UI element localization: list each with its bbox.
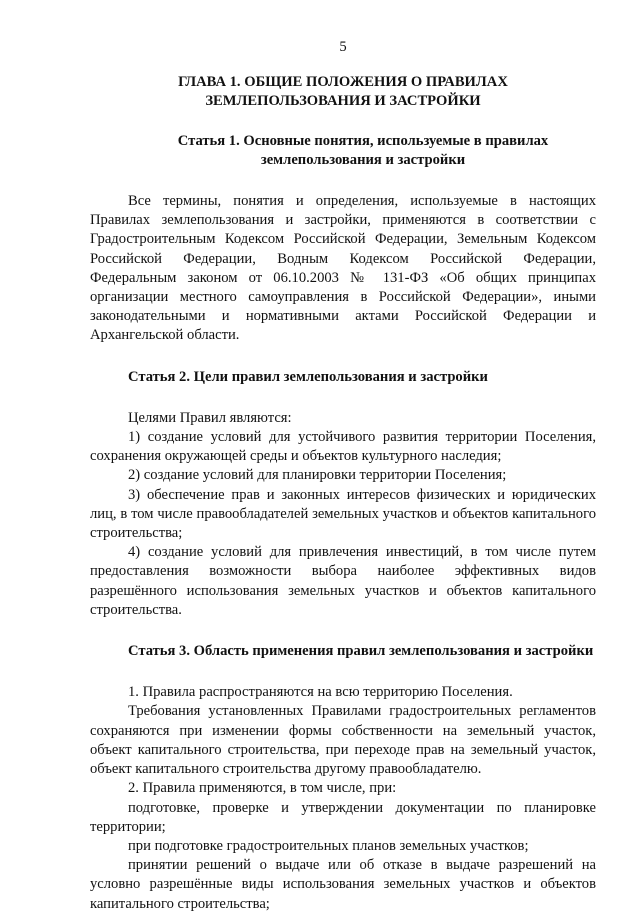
article-3-paragraph: 2. Правила применяются, в том числе, при: <box>128 780 397 797</box>
page-number: 5 <box>339 39 347 55</box>
article-1-text: Все термины, понятия и определения, используемые в настоящих Правилах землепользования и застройки, применяются в соответствии с Градостроительным Кодексом Российской Федерации, Земельным Кодексом Российской Федерации, Водным Кодексом Российской Федерации, Федеральным законом от 06.10.2003 № 131-ФЗ «Об общих принципах организации местного самоуправления в Российской Федерации», иными законодательными и нормативными актами Российской Федерации и Архангельской области. <box>90 193 596 344</box>
article-3-paragraph: 1. Правила распространяются на всю территорию Поселения. <box>128 684 513 701</box>
article-3-paragraph: при подготовке градостроительных планов земельных участков; <box>128 837 529 854</box>
article-2-paragraph: Целями Правил являются: <box>128 409 292 426</box>
article-2-paragraph: 2) создание условий для планировки территории Поселения; <box>128 467 507 484</box>
article-3-title: Статья 3. Область применения правил землепользования и застройки <box>128 643 594 660</box>
chapter-title-line-2: ЗЕМЛЕПОЛЬЗОВАНИЯ И ЗАСТРОЙКИ <box>205 93 481 110</box>
article-2-paragraph: 4) создание условий для привлечения инвестиций, в том числе путем предоставления возможности выбора наиболее эффективных видов разрешённого использования земельных участков и объектов капитального строительства. <box>90 544 596 618</box>
chapter-title-line-1: ГЛАВА 1. ОБЩИЕ ПОЛОЖЕНИЯ О ПРАВИЛАХ <box>178 74 508 91</box>
article-3-paragraph: принятии решений о выдаче или об отказе в выдаче разрешений на условно разрешённые виды использования земельных участков и объектов капитального строительства; <box>90 857 596 912</box>
chapter-title <box>90 73 596 111</box>
article-3-paragraph: Требования установленных Правилами градостроительных регламентов сохраняются при изменении формы собственности на земельный участок, объект капитального строительства, при переходе прав на земельный участок, объект капитального строительства другому правообладателю. <box>90 703 596 778</box>
document-page <box>90 38 596 914</box>
article-1-title <box>90 132 596 170</box>
article-1-title-line-2: землепользования и застройки <box>260 151 466 168</box>
article-2-title: Статья 2. Цели правил землепользования и застройки <box>128 368 488 385</box>
article-1-title-line-1: Статья 1. Основные понятия, используемые в правилах <box>177 132 549 149</box>
article-3-paragraph: подготовке, проверке и утверждении документации по планировке территории; <box>90 799 596 835</box>
article-2-paragraph: 3) обеспечение прав и законных интересов физических и юридических лиц, в том числе правообладателей земельных участков и объектов капитального строительства; <box>90 486 596 542</box>
article-2-paragraph: 1) создание условий для устойчивого развития территории Поселения, сохранения окружающей среды и объектов культурного наследия; <box>90 429 596 465</box>
